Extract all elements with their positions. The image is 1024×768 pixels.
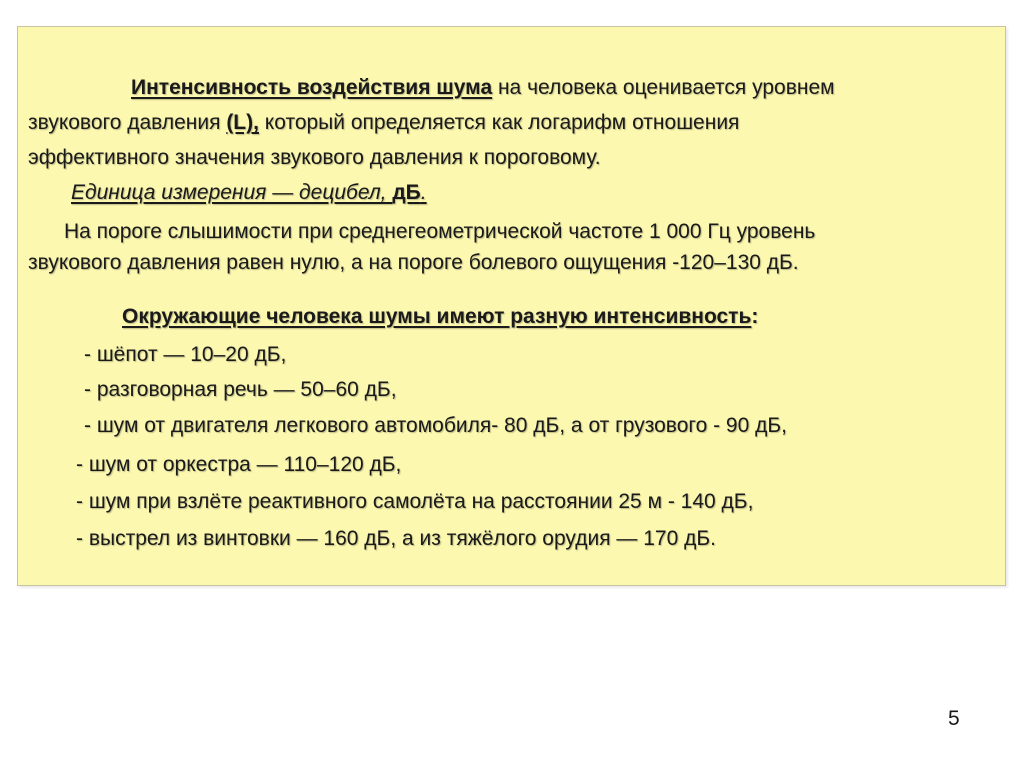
- sound-level-symbol: (L),: [226, 111, 259, 134]
- para1-line1: [131, 75, 835, 101]
- list-item: - шёпот — 10–20 дБ,: [84, 343, 287, 366]
- para1-lead: Интенсивность воздействия шума: [131, 76, 493, 99]
- list-item: - выстрел из винтовки — 160 дБ, а из тяжёлого орудия — 170 дБ.: [76, 527, 716, 550]
- para2-line1: На пороге слышимости при среднегеометрической частоте 1 000 Гц уровень: [64, 220, 816, 243]
- list-item: - шум от двигателя легкового автомобиля- 80 дБ, а от грузового - 90 дБ,: [84, 414, 787, 437]
- para1-line2-end: который определяется как логарифм отношения: [258, 111, 740, 134]
- unit-line: [71, 180, 427, 206]
- para1-line3: эффективного значения звукового давления к пороговому.: [28, 146, 601, 169]
- noise-heading-text: Окружающие человека шумы имеют разную интенсивность: [122, 305, 752, 328]
- para1-line2: [28, 110, 739, 136]
- para2-line2: звукового давления равен нулю, а на пороге болевого ощущения -120–130 дБ.: [28, 251, 799, 274]
- unit-text: Единица измерения — децибел,: [71, 181, 393, 204]
- list-item: - разговорная речь — 50–60 дБ,: [84, 378, 397, 401]
- list-item: - шум от оркестра — 110–120 дБ,: [76, 453, 402, 476]
- para1-line2-start: звукового давления: [28, 111, 227, 134]
- unit-dot: .: [420, 181, 427, 204]
- unit-abbr: дБ: [392, 181, 421, 204]
- noise-heading: [122, 304, 758, 330]
- page-number: 5: [948, 707, 960, 730]
- para1-rest: на человека оценивается уровнем: [492, 76, 835, 99]
- list-item: - шум при взлёте реактивного самолёта на расстоянии 25 м - 140 дБ,: [76, 490, 754, 513]
- noise-heading-colon: :: [751, 305, 759, 328]
